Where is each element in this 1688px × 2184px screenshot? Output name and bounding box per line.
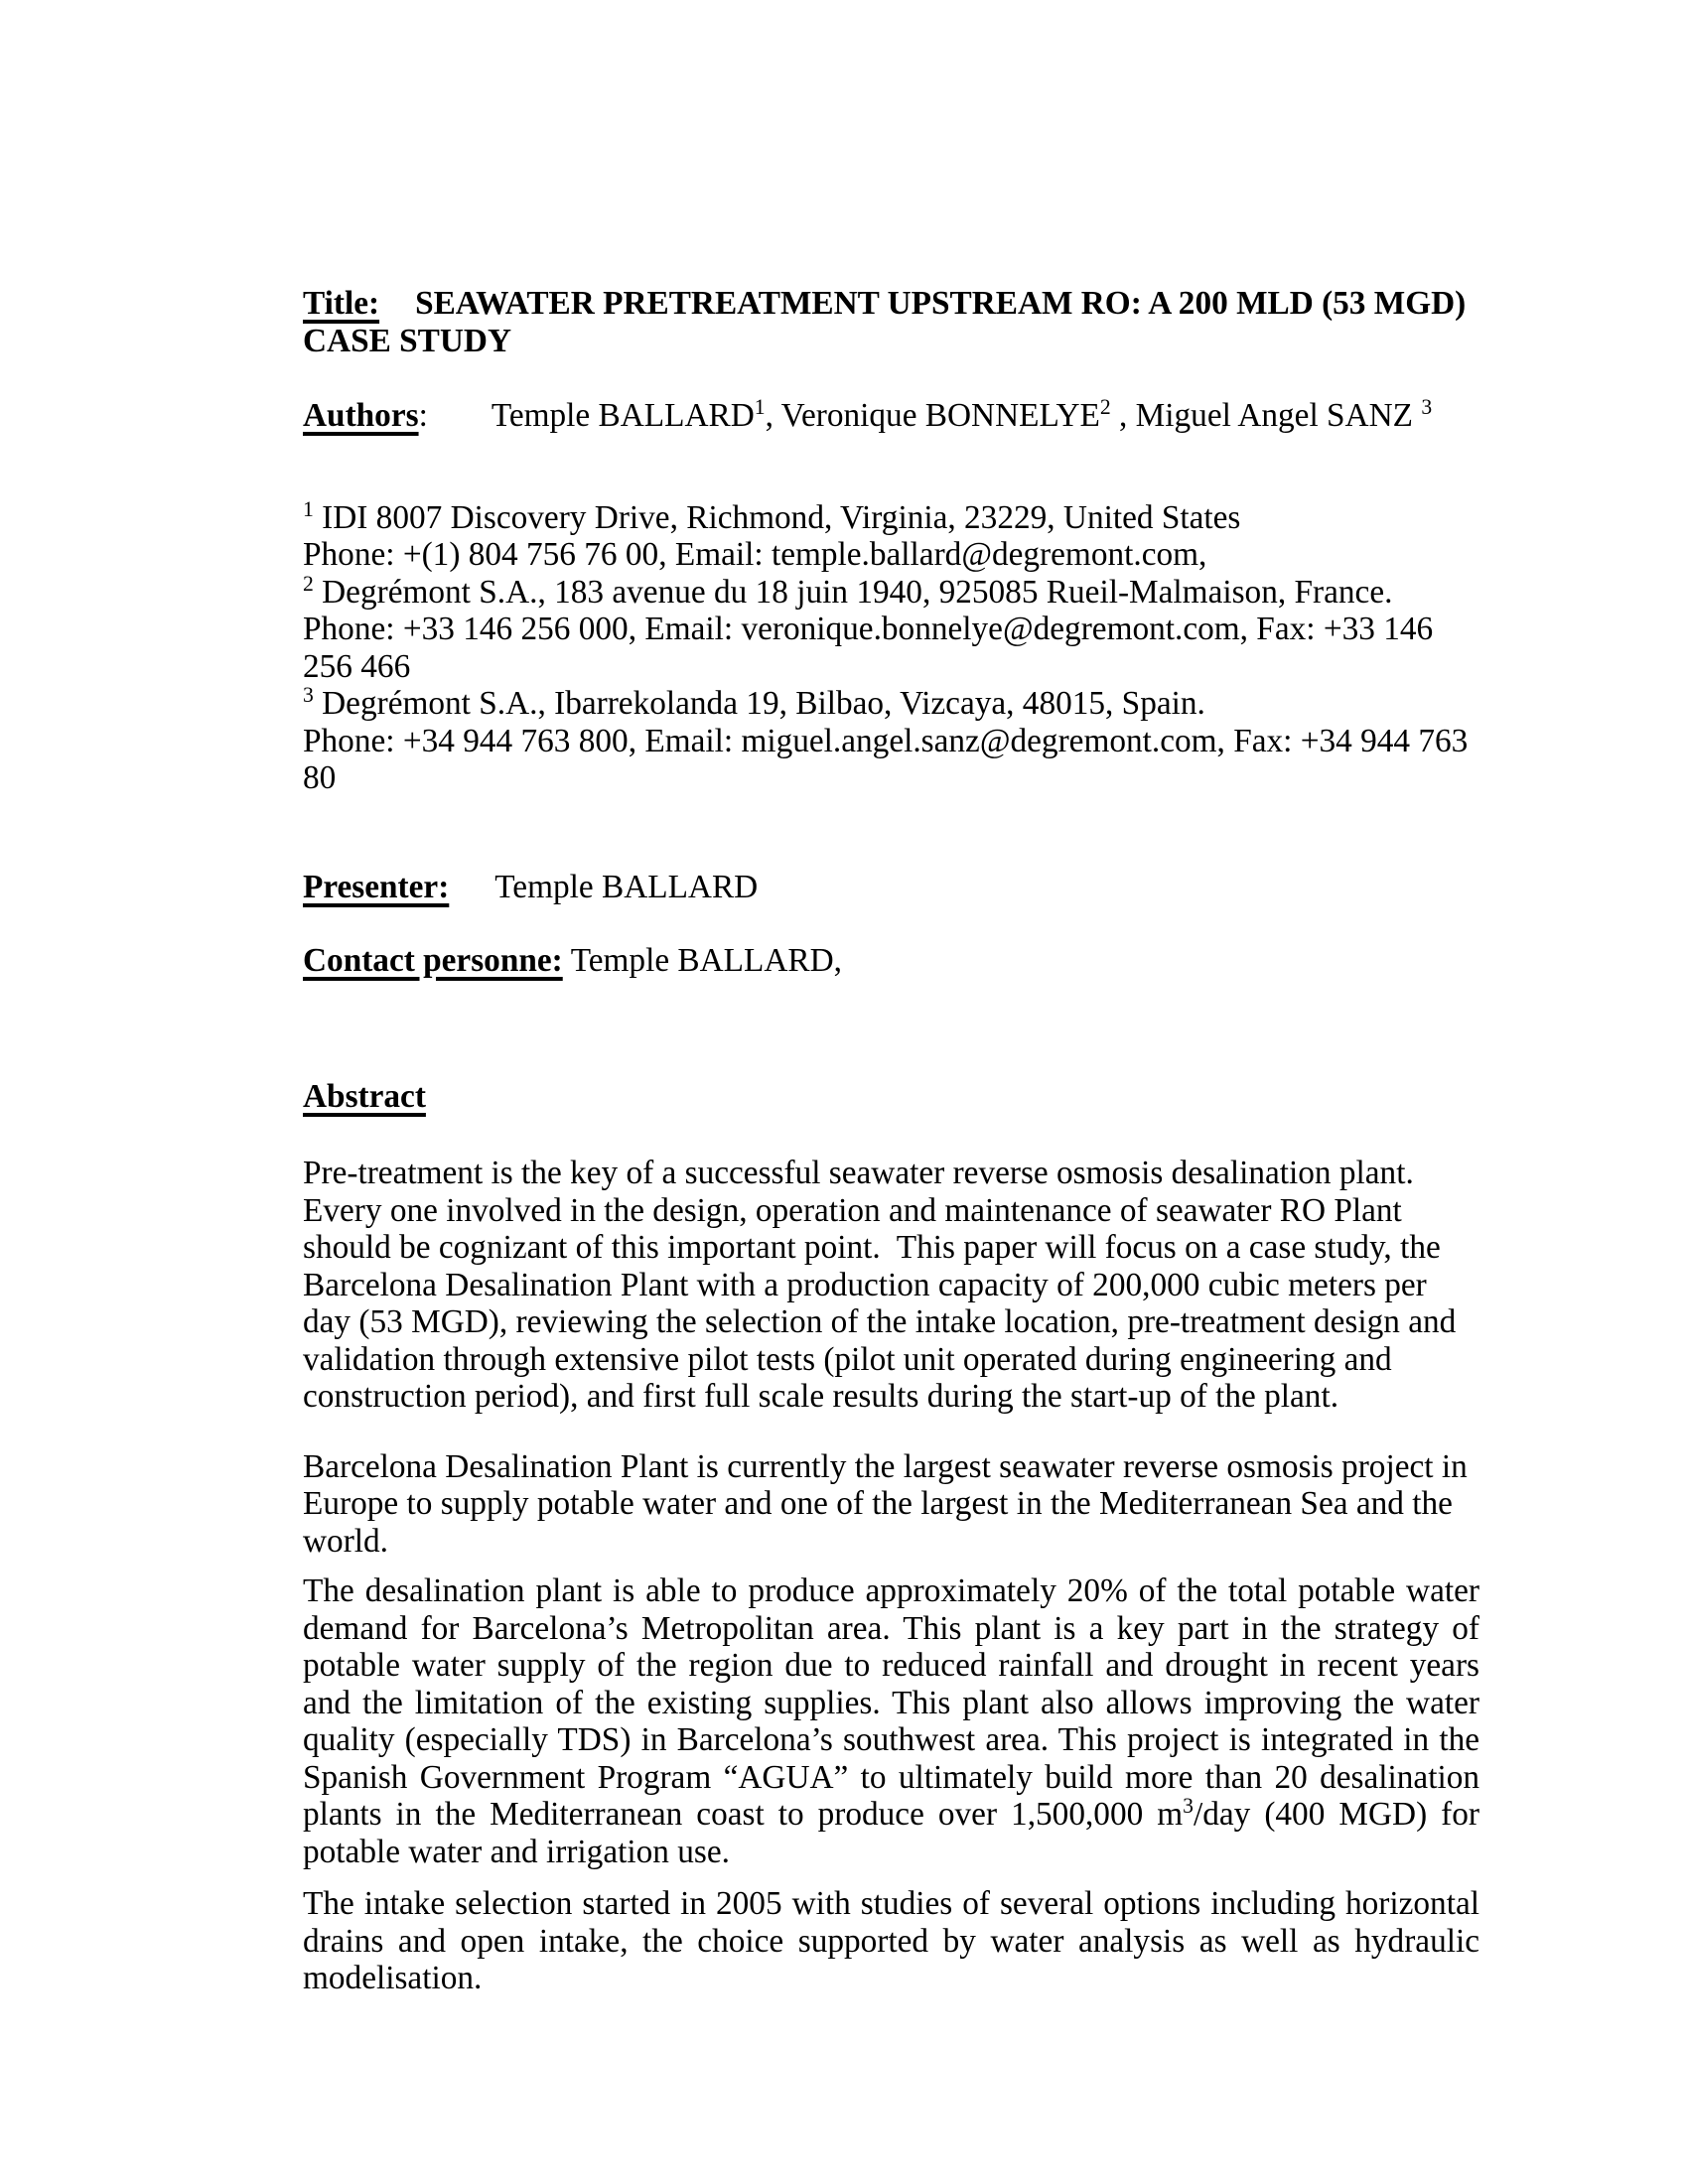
paper-title: SEAWATER PRETREATMENT UPSTREAM RO: A 200 MLD (53 MGD) CASE STUDY — [303, 285, 1467, 359]
presenter-row — [303, 869, 1479, 906]
superscript-marker: 1 — [303, 496, 314, 521]
superscript-marker: 3 — [303, 682, 314, 707]
affiliation-line: Phone: +(1) 804 756 76 00, Email: temple.ballard@degremont.com, — [303, 536, 1207, 573]
superscript-marker: 2 — [303, 571, 314, 596]
abstract-heading-text: Abstract — [303, 1077, 426, 1115]
abstract-paragraph-4: The intake selection started in 2005 with studies of several options including horizontal drains and open intake, the choice supported by water analysis as well as hydraulic modelisation. — [303, 1885, 1479, 1996]
authors-names: Temple BALLARD$^1$, Veronique BONNELYE$^2$ , Miguel Angel SANZ $^3$ — [491, 394, 1433, 434]
affiliation-line: Phone: +34 944 763 800, Email: miguel.angel.sanz@degremont.com, Fax: +34 944 763 80 — [303, 722, 1469, 796]
abstract-heading — [303, 1078, 1479, 1116]
affiliation-line: $^2$ Degrémont S.A., 183 avenue du 18 juin 1940, 925085 Rueil-Malmaison, France. — [303, 571, 1393, 611]
superscript-marker: 1 — [754, 394, 766, 419]
affiliation-line: $^3$ Degrémont S.A., Ibarrekolanda 19, Bilbao, Vizcaya, 48015, Spain. — [303, 682, 1205, 722]
presenter-label: Presenter: — [303, 868, 450, 905]
abstract-paragraph-1: Pre-treatment is the key of a successful seawater reverse osmosis desalination plant. Every one involved in the design, operation and maintenance of seawater RO Plant should be cognizant of this important point. This paper will focus on a case study, the Barcelona Desalination Plant with a production capacity of 200,000 cubic meters per day (53 MGD), reviewing the selection of the intake location, pre-treatment design and validation through extensive pilot tests (pilot unit operated during engineering and construction period), and first full scale results during the start-up of the plant. — [303, 1155, 1457, 1415]
affiliations-block — [303, 496, 1479, 797]
presenter-name: Temple BALLARD — [494, 868, 759, 905]
contact-label: Contact personne: — [303, 942, 563, 979]
superscript-marker: 3 — [1421, 394, 1433, 419]
title-label: Title: — [303, 285, 380, 322]
authors-colon: : — [418, 397, 428, 434]
superscript-marker: 3 — [1183, 1793, 1194, 1818]
contact-row — [303, 942, 1479, 980]
contact-name: Temple BALLARD, — [570, 942, 842, 979]
abstract-body — [303, 1155, 1479, 1997]
abstract-paragraph-3: The desalination plant is able to produce approximately 20% of the total potable water demand for Barcelona’s Metropolitan area. This plant is a key part in the strategy of potable water supply of the region due to reduced rainfall and drought in recent years and the limitation of the existing supplies. This plant also allows improving the water quality (especially TDS) in Barcelona’s southwest area. This project is integrated in the Spanish Government Program “AGUA” to ultimately build more than 20 desalination plants in the Mediterranean coast to produce over 1,500,000 $m^3$/day (400 MGD) for potable water and irrigation use. — [303, 1572, 1479, 1870]
title-block — [303, 285, 1479, 359]
authors-label: Authors — [303, 397, 419, 434]
authors-row — [303, 394, 1479, 435]
superscript-marker: 2 — [1099, 394, 1111, 419]
affiliation-line: Phone: +33 146 256 000, Email: veronique.bonnelye@degremont.com, Fax: +33 146 256 466 — [303, 611, 1434, 685]
abstract-paragraph-2: Barcelona Desalination Plant is currently the largest seawater reverse osmosis project in Europe to supply potable water and one of the largest in the Mediterranean Sea and the world. — [303, 1447, 1468, 1560]
affiliation-line: $^1$ IDI 8007 Discovery Drive, Richmond, Virginia, 23229, United States — [303, 496, 1241, 536]
